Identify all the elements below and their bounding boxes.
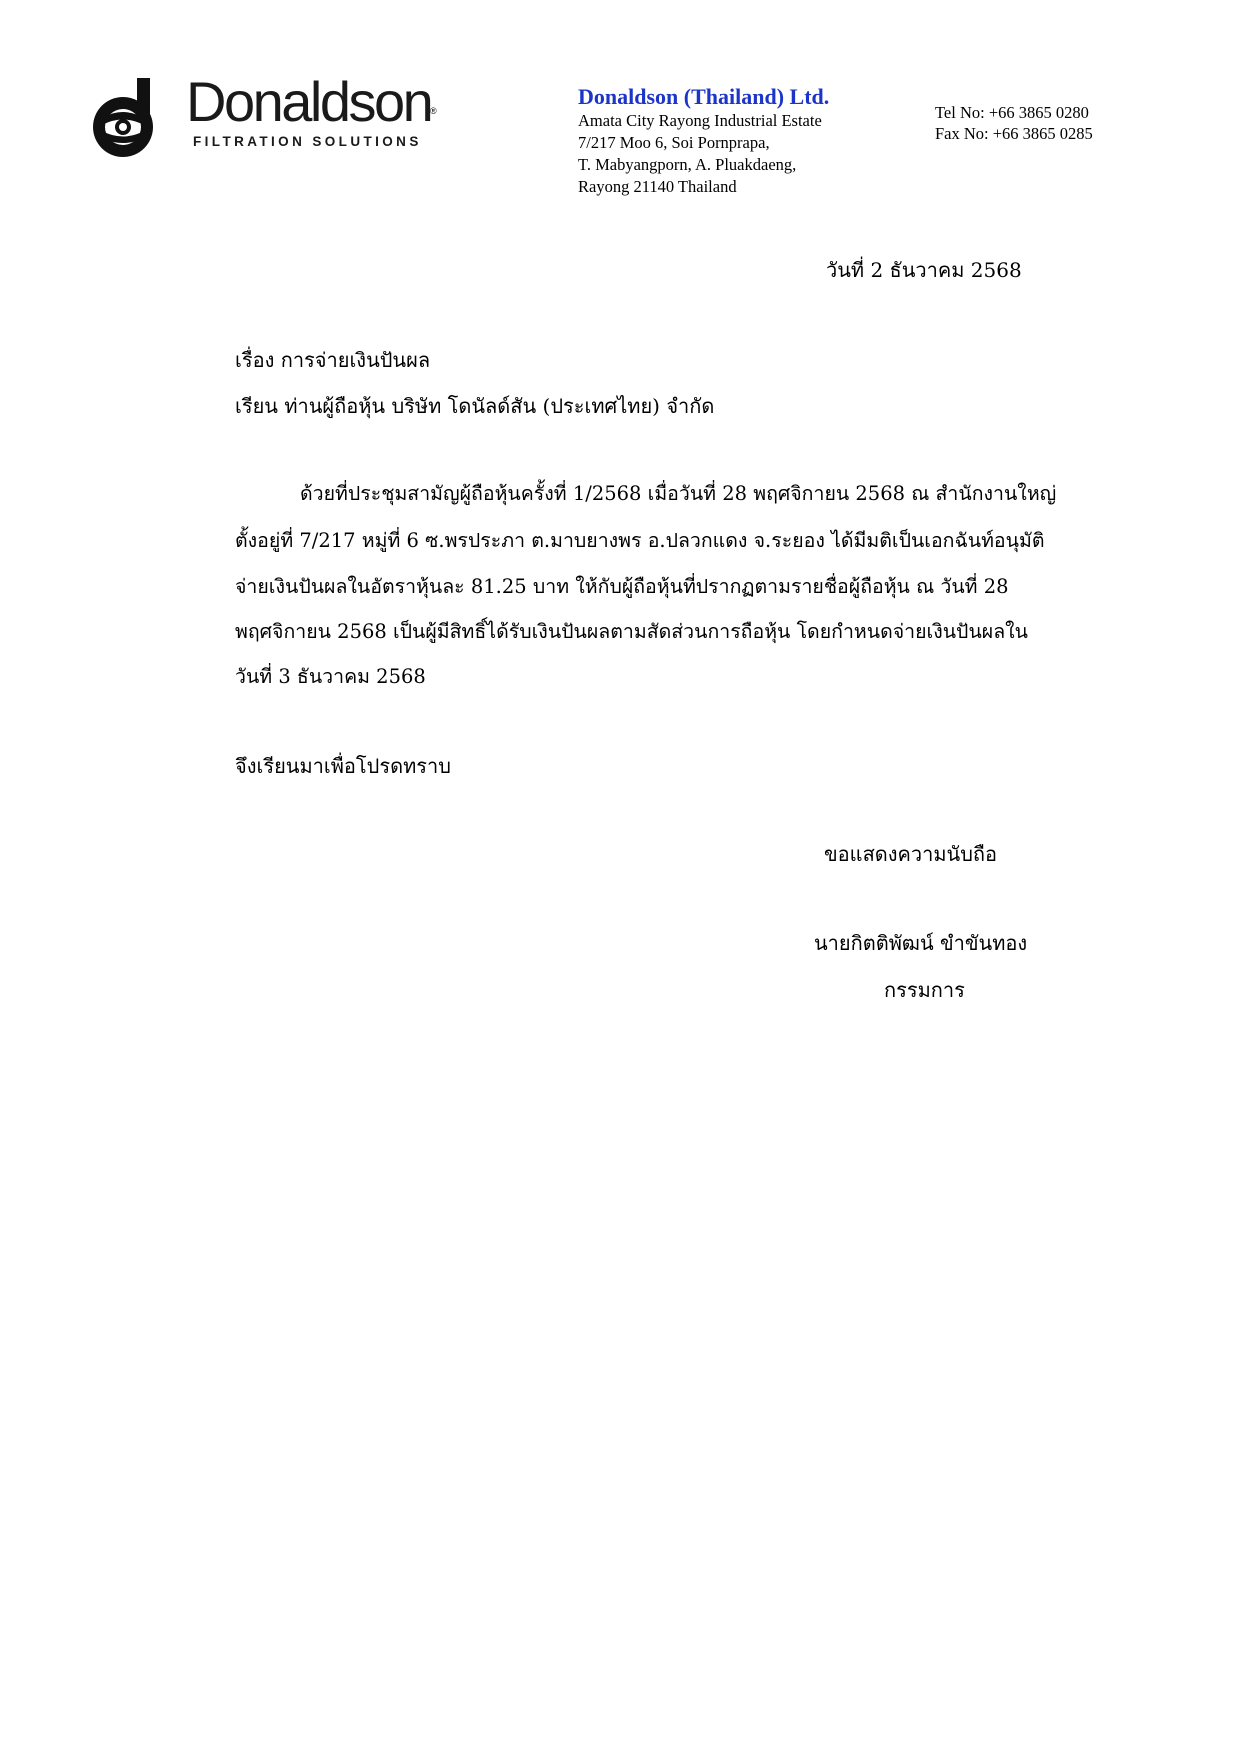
company-name: Donaldson (Thailand) Ltd. — [578, 84, 830, 109]
address-line: Rayong 21140 Thailand — [578, 177, 737, 197]
company-header — [578, 84, 829, 198]
logo-tagline: FILTRATION SOLUTIONS — [193, 134, 422, 149]
logo-wordmark: Donaldson — [186, 70, 432, 133]
address-line: 7/217 Moo 6, Soi Pornprapa, — [578, 133, 770, 153]
address-line: Amata City Rayong Industrial Estate — [578, 111, 822, 131]
body-line: วันที่ 3 ธันวาคม 2568 — [235, 665, 426, 688]
body-line: จ่ายเงินปันผลในอัตราหุ้นละ 81.25 บาท ให้กับผู้ถือหุ้นที่ปรากฏตามรายชื่อผู้ถือหุ้น ณ วันที่ 28 — [235, 575, 1009, 598]
contact-block — [935, 102, 1093, 144]
letter-subject: เรื่อง การจ่ายเงินปันผล — [235, 348, 431, 372]
body-line: ด้วยที่ประชุมสามัญผู้ถือหุ้นครั้งที่ 1/2568 เมื่อวันที่ 28 พฤศจิกายน 2568 ณ สำนักงานใหญ่ — [300, 482, 1057, 505]
letter-regards: ขอแสดงความนับถือ — [824, 842, 998, 866]
telephone-number: Tel No: +66 3865 0280 — [935, 103, 1089, 122]
body-line: ตั้งอยู่ที่ 7/217 หมู่ที่ 6 ซ.พรประภา ต.มาบยางพร อ.ปลวกแดง จ.ระยอง ได้มีมติเป็นเอกฉันท์อนุมัติ — [235, 529, 1045, 552]
letter-salutation: เรียน ท่านผู้ถือหุ้น บริษัท โดนัลด์สัน (ประเทศไทย) จำกัด — [235, 394, 715, 418]
letter-closing: จึงเรียนมาเพื่อโปรดทราบ — [235, 754, 451, 778]
signer-title: กรรมการ — [884, 978, 965, 1002]
body-line: พฤศจิกายน 2568 เป็นผู้มีสิทธิ์ได้รับเงินปันผลตามสัดส่วนการถือหุ้น โดยกำหนดจ่ายเงินปันผลใน — [235, 620, 1028, 643]
registered-mark: ® — [430, 106, 437, 116]
signer-name: นายกิตติพัฒน์ ขำขันทอง — [814, 931, 1028, 955]
letter-date: วันที่ 2 ธันวาคม 2568 — [826, 258, 1022, 282]
company-logo — [92, 70, 437, 158]
donaldson-logo-icon — [92, 78, 154, 158]
address-line: T. Mabyangporn, A. Pluakdaeng, — [578, 155, 797, 175]
fax-number: Fax No: +66 3865 0285 — [935, 124, 1093, 143]
